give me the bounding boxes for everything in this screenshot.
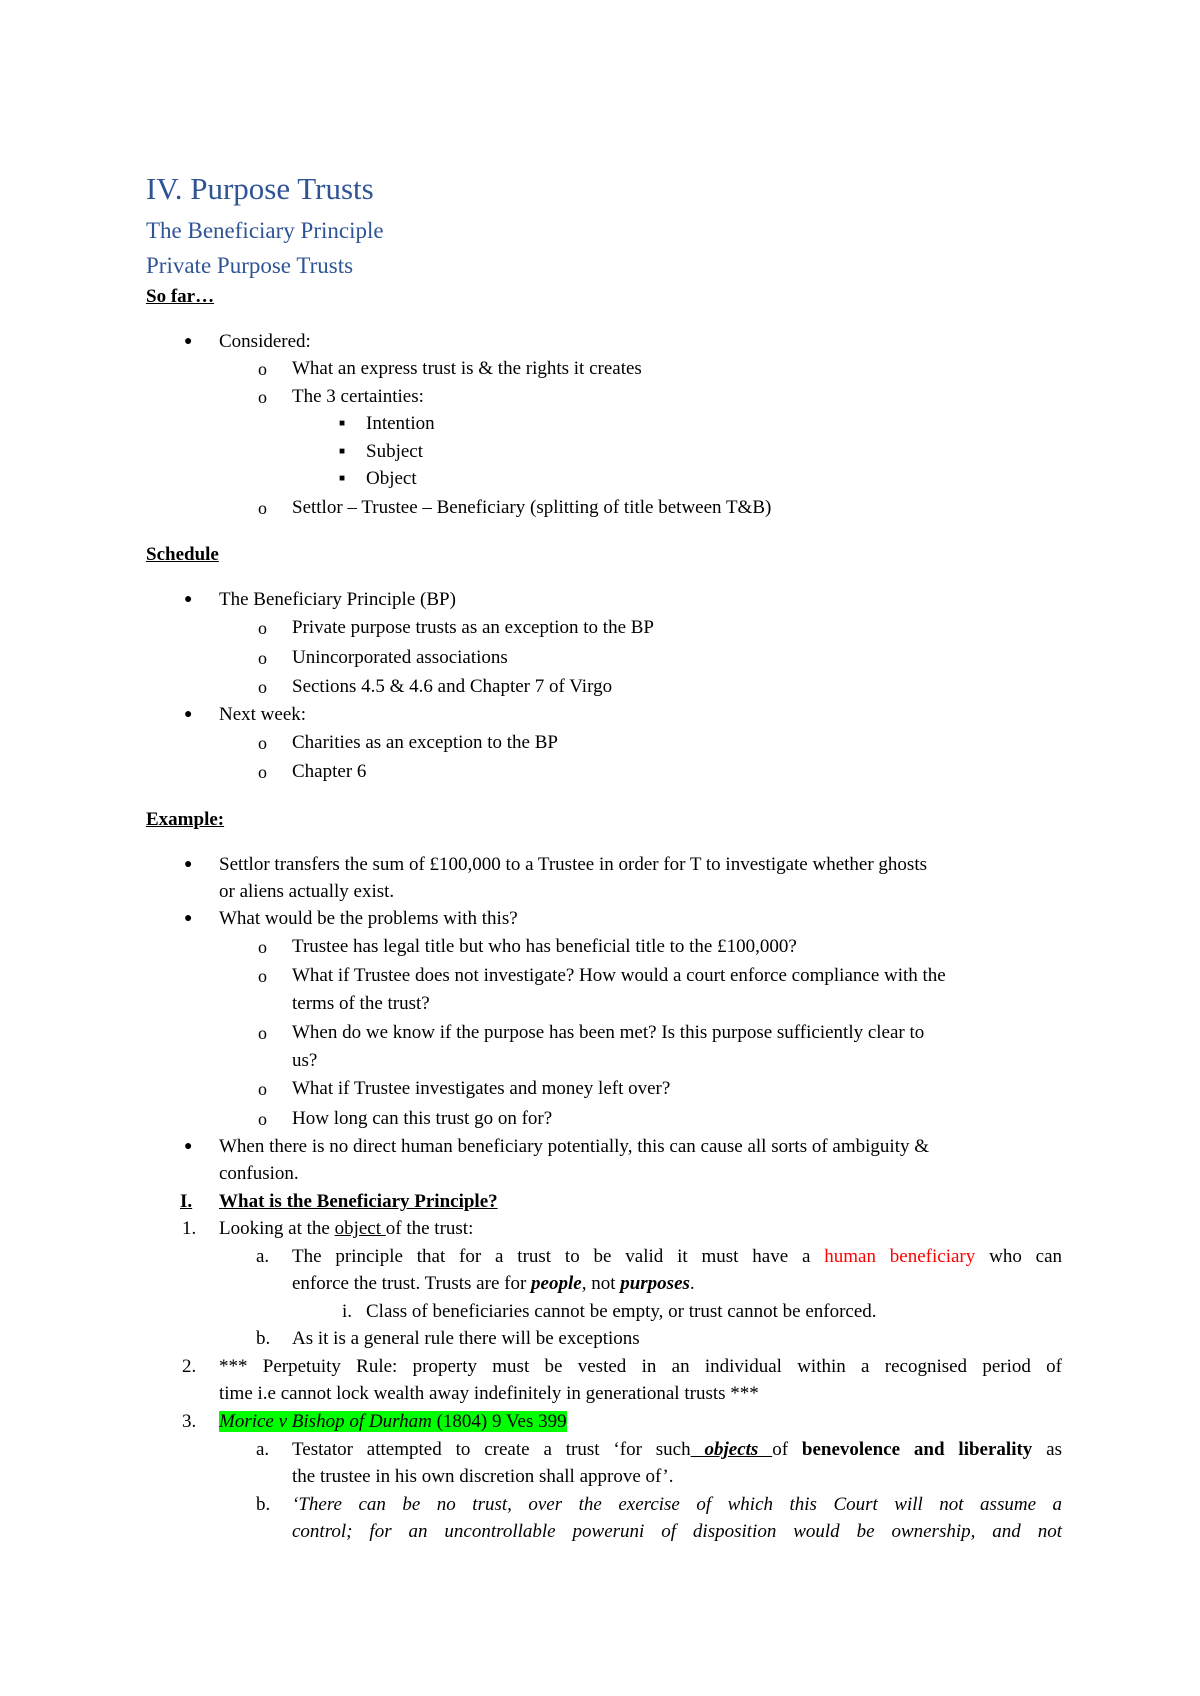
list-number: 3. xyxy=(182,1411,197,1432)
item-principle-line2 xyxy=(292,1272,695,1296)
schedule-sections: Sections 4.5 & 4.6 and Chapter 7 of Virgo xyxy=(292,676,613,697)
schedule-private-purpose: Private purpose trusts as an exception to the BP xyxy=(292,617,654,638)
case-morice xyxy=(219,1410,567,1434)
example-money-left: What if Trustee investigates and money left over? xyxy=(292,1078,671,1099)
circle-bullet-icon: o xyxy=(258,762,267,782)
example-problems: What would be the problems with this? xyxy=(219,908,518,929)
text: The principle that for a trust to be valid it must have a xyxy=(292,1246,825,1267)
circle-bullet-icon: o xyxy=(258,733,267,753)
square-bullet-icon: ■ xyxy=(339,446,346,457)
sofar-subject: Subject xyxy=(366,441,423,462)
text: , not xyxy=(581,1273,621,1294)
example-no-beneficiary-line1: When there is no direct human beneficiary potentially, this can cause all sorts of ambiguity & xyxy=(219,1136,929,1157)
circle-bullet-icon: o xyxy=(258,1079,267,1099)
bullet-dot-icon: ● xyxy=(184,592,193,607)
item-object-of-trust xyxy=(219,1217,473,1241)
text-bold-italic-underlined: objects xyxy=(690,1439,773,1460)
heading-schedule: Schedule xyxy=(146,544,219,565)
sofar-express-trust: What an express trust is & the rights it creates xyxy=(292,358,642,379)
circle-bullet-icon: o xyxy=(258,387,267,407)
case-highlight xyxy=(219,1411,567,1432)
section-number: I. xyxy=(180,1191,193,1212)
bullet-dot-icon: ● xyxy=(184,911,193,926)
bullet-dot-icon: ● xyxy=(184,334,193,349)
text: who can xyxy=(975,1246,1063,1267)
schedule-chapter-6: Chapter 6 xyxy=(292,761,367,782)
heading-private-purpose-trusts: Private Purpose Trusts xyxy=(146,253,354,278)
schedule-bp: The Beneficiary Principle (BP) xyxy=(219,589,456,610)
text-bold: benevolence and liberality xyxy=(801,1439,1033,1460)
item-exceptions: As it is a general rule there will be exceptions xyxy=(292,1328,640,1349)
sofar-intention: Intention xyxy=(366,413,435,434)
circle-bullet-icon: o xyxy=(258,1023,267,1043)
circle-bullet-icon: o xyxy=(258,937,267,957)
item-testator-line2: the trustee in his own discretion shall approve of’. xyxy=(292,1466,674,1487)
schedule-charities: Charities as an exception to the BP xyxy=(292,732,558,753)
item-perpetuity-line2: time i.e cannot lock wealth away indefinitely in generational trusts *** xyxy=(219,1383,759,1404)
circle-bullet-icon: o xyxy=(258,1109,267,1129)
circle-bullet-icon: o xyxy=(258,498,267,518)
bullet-dot-icon: ● xyxy=(184,707,193,722)
page-title: IV. Purpose Trusts xyxy=(146,171,374,206)
sofar-settlor: Settlor – Trustee – Beneficiary (splitting of title between T&B) xyxy=(292,497,772,518)
list-letter: a. xyxy=(256,1246,270,1267)
item-testator-line1 xyxy=(292,1438,1062,1462)
list-letter: b. xyxy=(256,1494,271,1515)
item-quote-line1: ‘There can be no trust, over the exercise of which this Court will not assume a xyxy=(292,1494,1062,1515)
item-perpetuity-line1: *** Perpetuity Rule: property must be vested in an individual within a recognised period of xyxy=(219,1356,1062,1377)
item-class-empty: Class of beneficiaries cannot be empty, or trust cannot be enforced. xyxy=(366,1301,877,1322)
text: Looking at the xyxy=(219,1218,335,1239)
bullet-dot-icon: ● xyxy=(184,1139,193,1154)
sofar-object: Object xyxy=(366,468,417,489)
example-investigate-line2: terms of the trust? xyxy=(292,993,430,1014)
circle-bullet-icon: o xyxy=(258,618,267,638)
sofar-certainties: The 3 certainties: xyxy=(292,386,424,407)
heading-so-far: So far… xyxy=(146,286,215,307)
case-citation: (1804) 9 Ves 399 xyxy=(431,1411,567,1432)
text-red: human beneficiary xyxy=(824,1246,976,1267)
text: of xyxy=(772,1439,802,1460)
circle-bullet-icon: o xyxy=(258,677,267,697)
text: of the trust: xyxy=(385,1218,474,1239)
item-principle-line1 xyxy=(292,1245,1062,1269)
text: as xyxy=(1032,1439,1062,1460)
example-purpose-met-line2: us? xyxy=(292,1050,318,1071)
example-no-beneficiary-line2: confusion. xyxy=(219,1163,299,1184)
text: . xyxy=(689,1273,695,1294)
text-bold-italic: purposes xyxy=(620,1273,690,1294)
section-heading: What is the Beneficiary Principle? xyxy=(219,1191,498,1212)
heading-example: Example: xyxy=(146,809,225,830)
text-underlined: object xyxy=(334,1218,386,1239)
example-legal-title: Trustee has legal title but who has beneficial title to the £100,000? xyxy=(292,936,797,957)
square-bullet-icon: ■ xyxy=(339,473,346,484)
case-name: Morice v Bishop of Durham xyxy=(219,1411,432,1432)
example-how-long: How long can this trust go on for? xyxy=(292,1108,553,1129)
heading-beneficiary-principle: The Beneficiary Principle xyxy=(146,218,384,243)
list-letter: b. xyxy=(256,1328,271,1349)
item-quote-line2: control; for an uncontrollable poweruni of disposition would be ownership, and not xyxy=(292,1521,1062,1542)
text: Testator attempted to create a trust ‘for such xyxy=(292,1439,691,1460)
list-number: 1. xyxy=(182,1218,197,1239)
example-investigate-line1: What if Trustee does not investigate? How would a court enforce compliance with the xyxy=(292,965,946,986)
list-number: 2. xyxy=(182,1356,197,1377)
schedule-unincorporated: Unincorporated associations xyxy=(292,647,508,668)
schedule-next-week: Next week: xyxy=(219,704,307,725)
text-bold-italic: people xyxy=(531,1273,582,1294)
circle-bullet-icon: o xyxy=(258,359,267,379)
bullet-dot-icon: ● xyxy=(184,857,193,872)
circle-bullet-icon: o xyxy=(258,966,267,986)
list-roman: i. xyxy=(342,1301,353,1322)
sofar-considered: Considered: xyxy=(219,331,311,352)
circle-bullet-icon: o xyxy=(258,648,267,668)
text: enforce the trust. Trusts are for xyxy=(292,1273,532,1294)
example-purpose-met-line1: When do we know if the purpose has been met? Is this purpose sufficiently clear to xyxy=(292,1022,925,1043)
example-settlor-line1: Settlor transfers the sum of £100,000 to a Trustee in order for T to investigate whether ghosts xyxy=(219,854,928,875)
list-letter: a. xyxy=(256,1439,270,1460)
square-bullet-icon: ■ xyxy=(339,418,346,429)
example-settlor-line2: or aliens actually exist. xyxy=(219,881,395,902)
